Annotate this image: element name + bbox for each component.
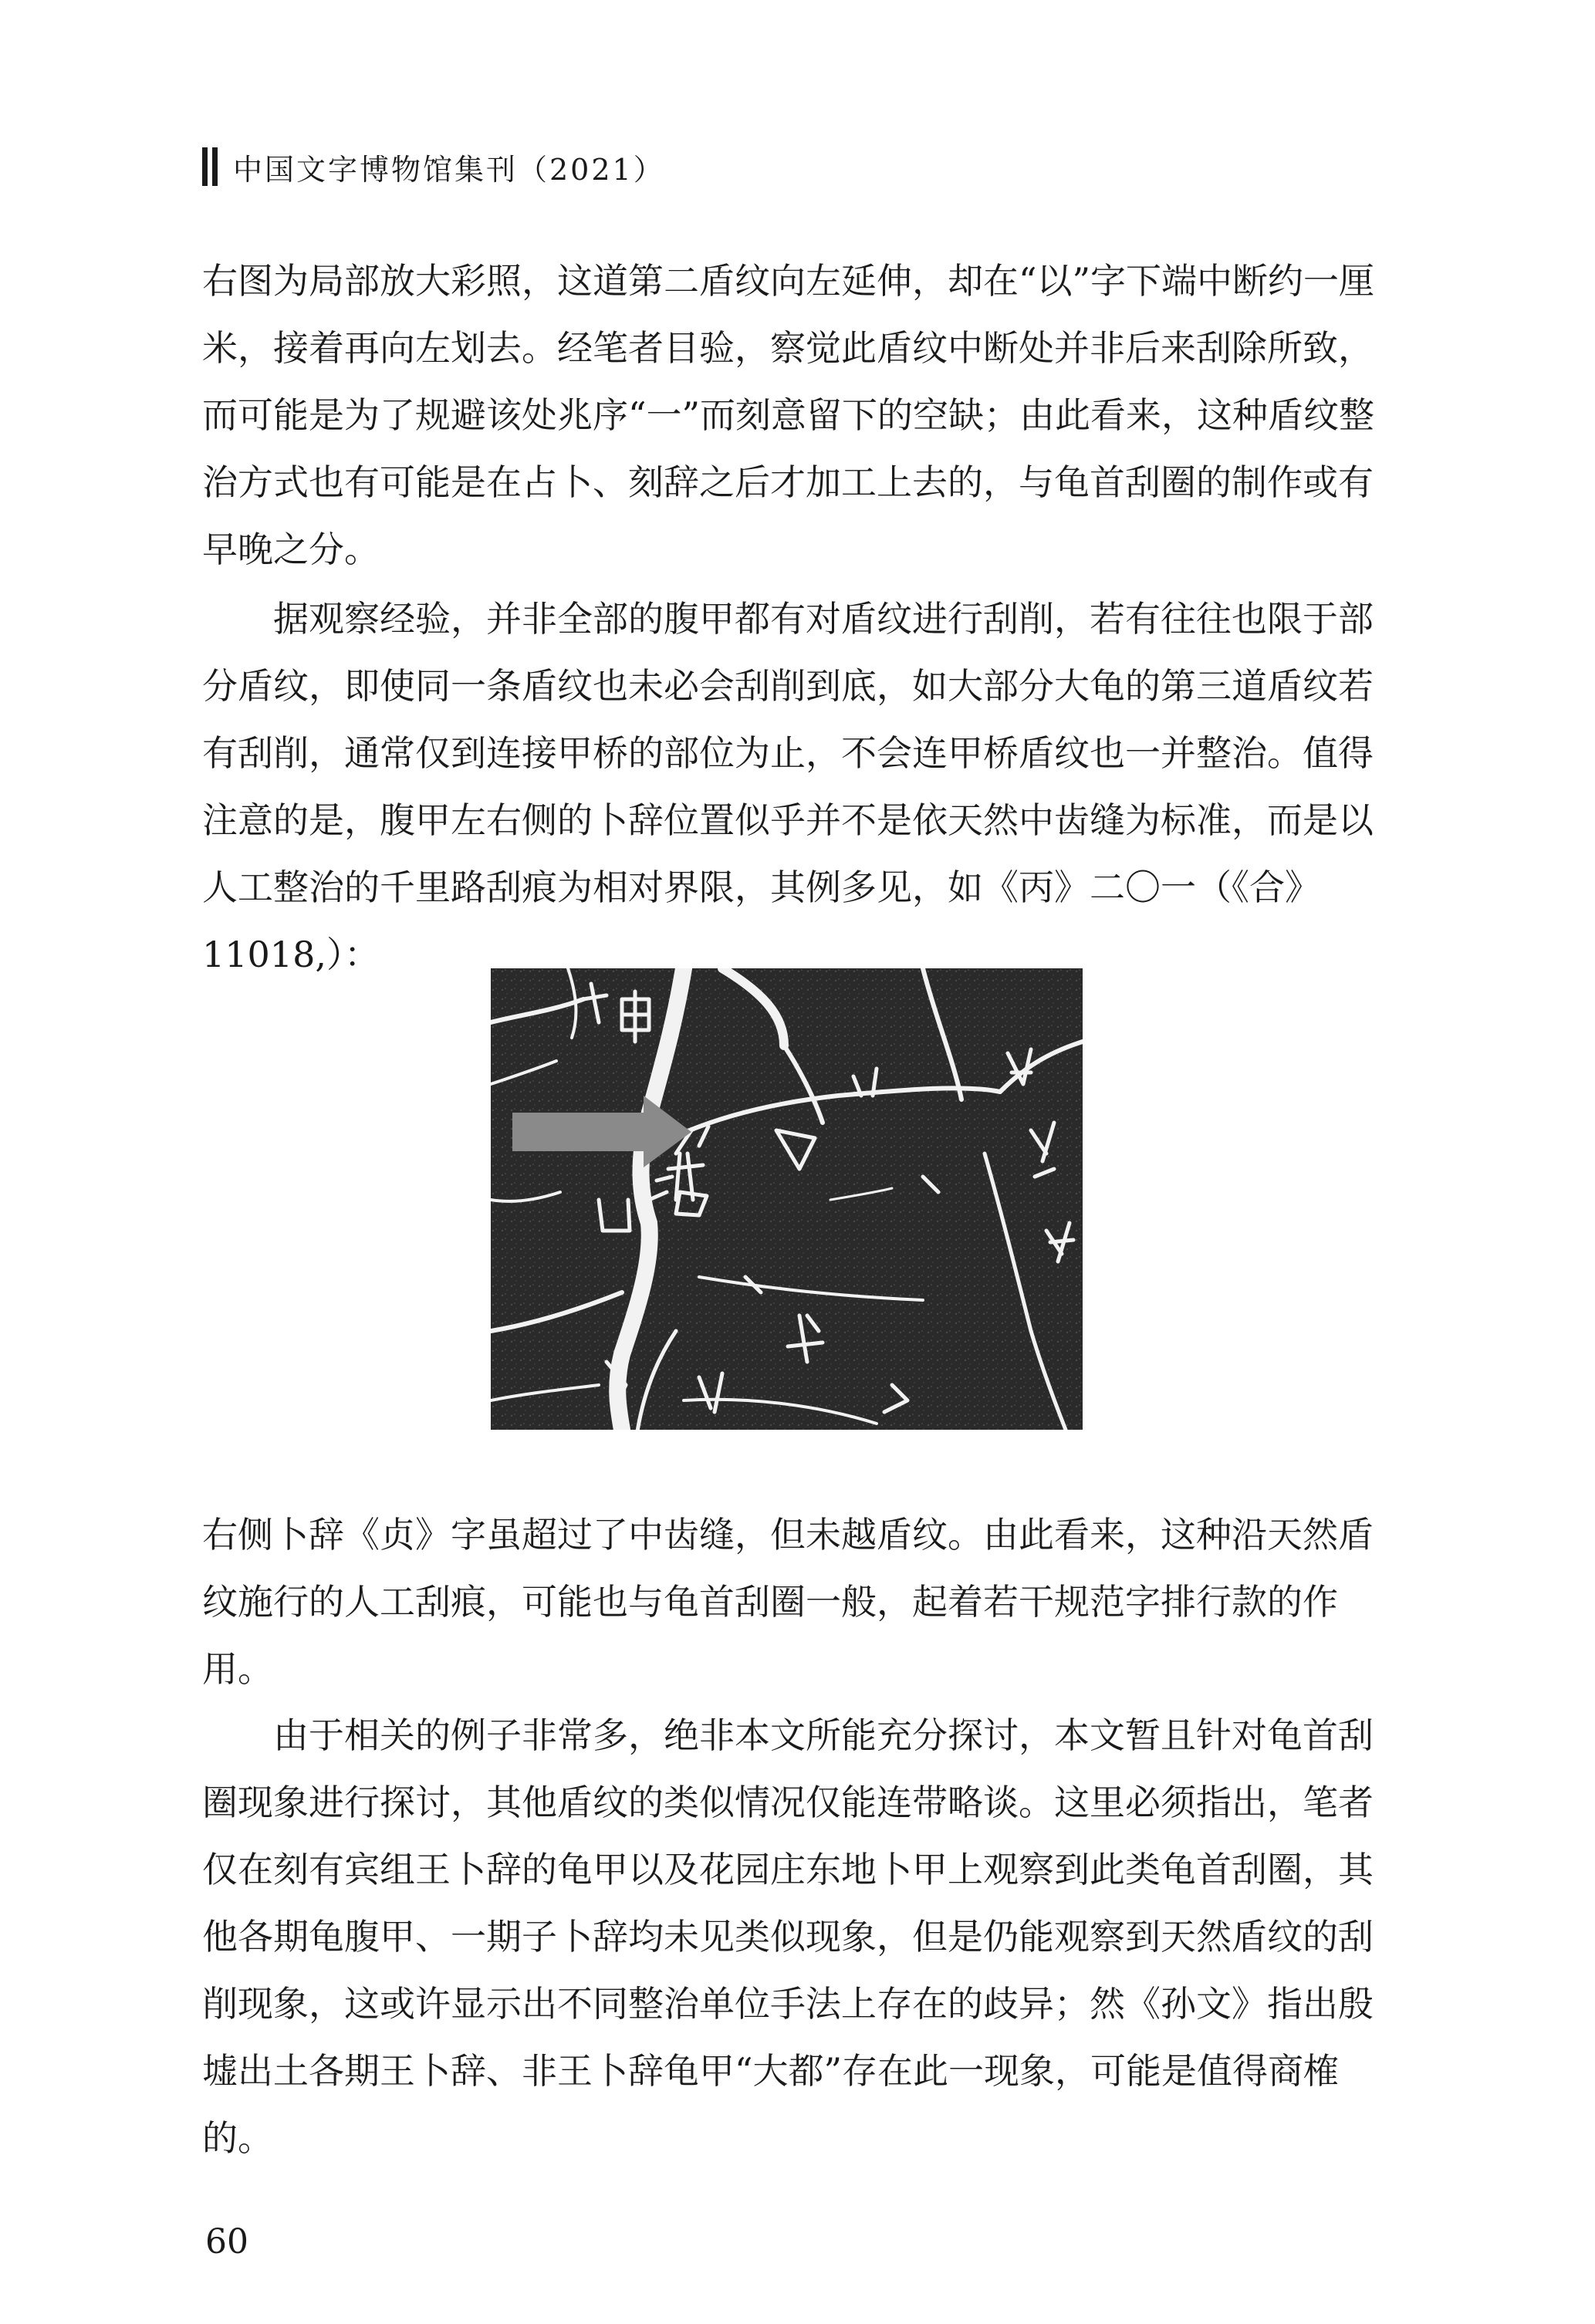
running-header: [202, 144, 665, 190]
paragraph-3: 右侧卜辞《贞》字虽超过了中齿缝，但未越盾纹。由此看来，这种沿天然盾纹施行的人工刮痕，可能也与龟首刮圈一般，起着若干规范字排行款的作用。: [202, 1514, 1374, 1690]
rubbing-image: [491, 968, 1083, 1430]
journal-title: 中国文字博物馆集刊（2021）: [233, 152, 665, 187]
paragraph-1: 右图为局部放大彩照，这道第二盾纹向左延伸，却在“以”字下端中断约一厘米，接着再向左划去。经笔者目验，察觉此盾纹中断处并非后来刮除所致，而可能是为了规避该处兆序“一”而刻意留下的空缺；由此看来，这种盾纹整治方式也有可能是在占卜、刻辞之后才加工上去的，与龟首刮圈的制作或有早晚之分。: [202, 260, 1375, 570]
page-number: 60: [205, 2222, 248, 2262]
header-bar-mark: [212, 147, 218, 186]
header-bar-mark: [202, 147, 208, 186]
paragraph-2: 据观察经验，并非全部的腹甲都有对盾纹进行刮削，若有往往也限于部分盾纹，即使同一条盾纹也未必会刮削到底，如大部分大龟的第三道盾纹若有刮削，通常仅到连接甲桥的部位为止，不会连甲桥盾纹也一并整治。值得注意的是，腹甲左右侧的卜辞位置似乎并不是依天然中齿缝为标准，而是以人工整治的千里路刮痕为相对界限，其例多见，如《丙》二〇一（《合》11018,）：: [202, 598, 1374, 975]
oracle-bone-rubbing-figure: [491, 968, 1083, 1430]
paragraph-4: 由于相关的例子非常多，绝非本文所能充分探讨，本文暂且针对龟首刮圈现象进行探讨，其他盾纹的类似情况仅能连带略谈。这里必须指出，笔者仅在刻有宾组王卜辞的龟甲以及花园庄东地卜甲上观察到此类龟首刮圈，其他各期龟腹甲、一期子卜辞均未见类似现象，但是仍能观察到天然盾纹的刮削现象，这或许显示出不同整治单位手法上存在的歧异；然《孙文》指出殷墟出土各期王卜辞、非王卜辞龟甲“大都”存在此一现象，可能是值得商榷的。: [202, 1714, 1374, 2159]
